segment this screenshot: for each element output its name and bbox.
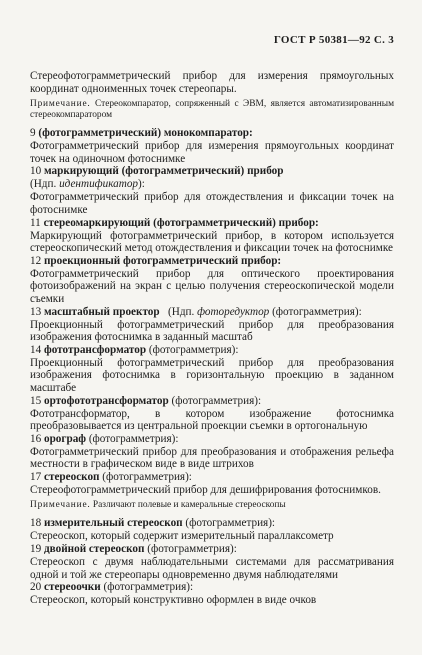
definition-20: Стереоскоп, который конструктивно оформлен в виде очков (30, 594, 317, 607)
term-9 (30, 127, 394, 140)
term-11 (30, 217, 394, 230)
term-12 (30, 255, 394, 268)
term-title: стереоскоп (43, 470, 100, 483)
term-10 (30, 165, 394, 178)
definition-12: Фотограмметрический прибор для оптического проектирования фотоизображений на экран с целью получения стереоскопической модели съемки (30, 267, 394, 305)
term-title: стереомаркирующий (фотограмметрический) прибор: (43, 216, 319, 229)
definition-15: Фототрансформатор, в котором изображение фотоснимка преобразовывается из центральной проекции съемки в ортогональную (30, 407, 394, 433)
note-text: Стереокомпаратор, сопряженный с ЭВМ, является автоматизированным стереокомпаратором (30, 99, 394, 121)
deprecated-prefix: (Ндп. (168, 305, 195, 318)
page-header: ГОСТ Р 50381—92 С. 3 (273, 34, 394, 46)
term-domain: (фотограмметрия): (102, 470, 192, 483)
term-number: 18 (30, 517, 42, 530)
term-number: 13 (30, 305, 42, 318)
definition-11: Маркирующий фотограмметрический прибор, в котором используется стереоскопический метод отождествления и фиксации точек на фотоснимке (30, 229, 394, 255)
definition-19: Стереоскоп с двумя наблюдательными системами для рассматривания одной и той же стереопары одновременно двумя наблюдателями (30, 556, 394, 581)
term-title: измерительный стереоскоп (43, 517, 183, 530)
note-1 (30, 99, 394, 121)
term-number: 11 (30, 216, 41, 229)
definition-10: Фотограмметрический прибор для отождествления и фиксации точек на фотоснимке (30, 191, 394, 216)
definition-17: Стереофотограмметрический прибор для дешифрирования фотоснимков. (30, 483, 381, 496)
term-domain: (фотограмметрия): (148, 343, 239, 356)
term-title: стереоочки (43, 581, 101, 594)
term-17 (30, 471, 394, 484)
definition-14: Проекционный фотограмметрический прибор для преобразования изображения фотоснимка в горизонтальную проекцию в заданном масштабе (30, 356, 394, 394)
term-18 (30, 517, 394, 530)
term-number: 10 (30, 165, 42, 178)
term-domain: (фотограмметрия): (88, 432, 179, 445)
deprecated-suffix: ): (138, 178, 145, 191)
term-number: 17 (30, 470, 42, 483)
term-domain: (фотограмметрия): (103, 581, 194, 594)
definition-13: Проекционный фотограмметрический прибор для преобразования изображения фотоснимка в заданный масштаб (30, 318, 394, 344)
note-2 (30, 500, 394, 511)
term-title: ортофототрансформатор (43, 394, 169, 407)
deprecated-term: фоторедуктор (197, 305, 270, 318)
term-title: проекционный фотограмметрический прибор: (43, 254, 282, 267)
term-number: 9 (30, 127, 36, 140)
term-14 (30, 344, 394, 357)
term-number: 16 (30, 432, 42, 445)
definition-18: Стереоскоп, который содержит измерительный параллаксометр (30, 530, 334, 543)
definition-16: Фотограмметрический прибор для преобразования и отображения рельефа местности в графическом виде в виде штрихов (30, 445, 394, 471)
term-10-deprecated (30, 178, 394, 191)
term-title: фототрансформатор (43, 343, 147, 356)
term-number: 20 (30, 581, 42, 594)
term-title: маркирующий (фотограмметрический) прибор (43, 165, 284, 178)
document-body (30, 70, 394, 607)
note-label: Примечание. (30, 99, 91, 110)
term-20 (30, 581, 394, 594)
term-title: (фотограмметрический) монокомпаратор: (38, 127, 253, 140)
term-16 (30, 433, 394, 446)
note-text: Различают полевые и камеральные стереоскопы (92, 500, 286, 511)
term-domain: (фотограмметрия): (147, 543, 237, 556)
deprecated-prefix: (Ндп. (30, 178, 57, 191)
term-title: двойной стереоскоп (43, 543, 145, 556)
definition-8: Стереофотограмметрический прибор для измерения прямоугольных координат одноименных точек стереопары. (30, 70, 394, 95)
definition-9: Фотограмметрический прибор для измерения прямоугольных координат точек на одиночном фотоснимке (30, 140, 394, 165)
term-domain: (фотограмметрия): (185, 517, 276, 530)
term-13 (30, 306, 394, 319)
term-number: 14 (30, 343, 42, 356)
term-number: 12 (30, 254, 42, 267)
term-number: 19 (30, 543, 42, 556)
note-label: Примечание. (30, 500, 91, 511)
term-domain: (фотограмметрия): (171, 394, 262, 407)
deprecated-term: идентификатор (59, 178, 139, 191)
term-domain: (фотограмметрия): (272, 305, 362, 318)
term-19 (30, 543, 394, 556)
term-title: масштабный проектор (43, 305, 160, 318)
term-title: орограф (43, 432, 87, 445)
term-15 (30, 395, 394, 408)
term-number: 15 (30, 394, 42, 407)
